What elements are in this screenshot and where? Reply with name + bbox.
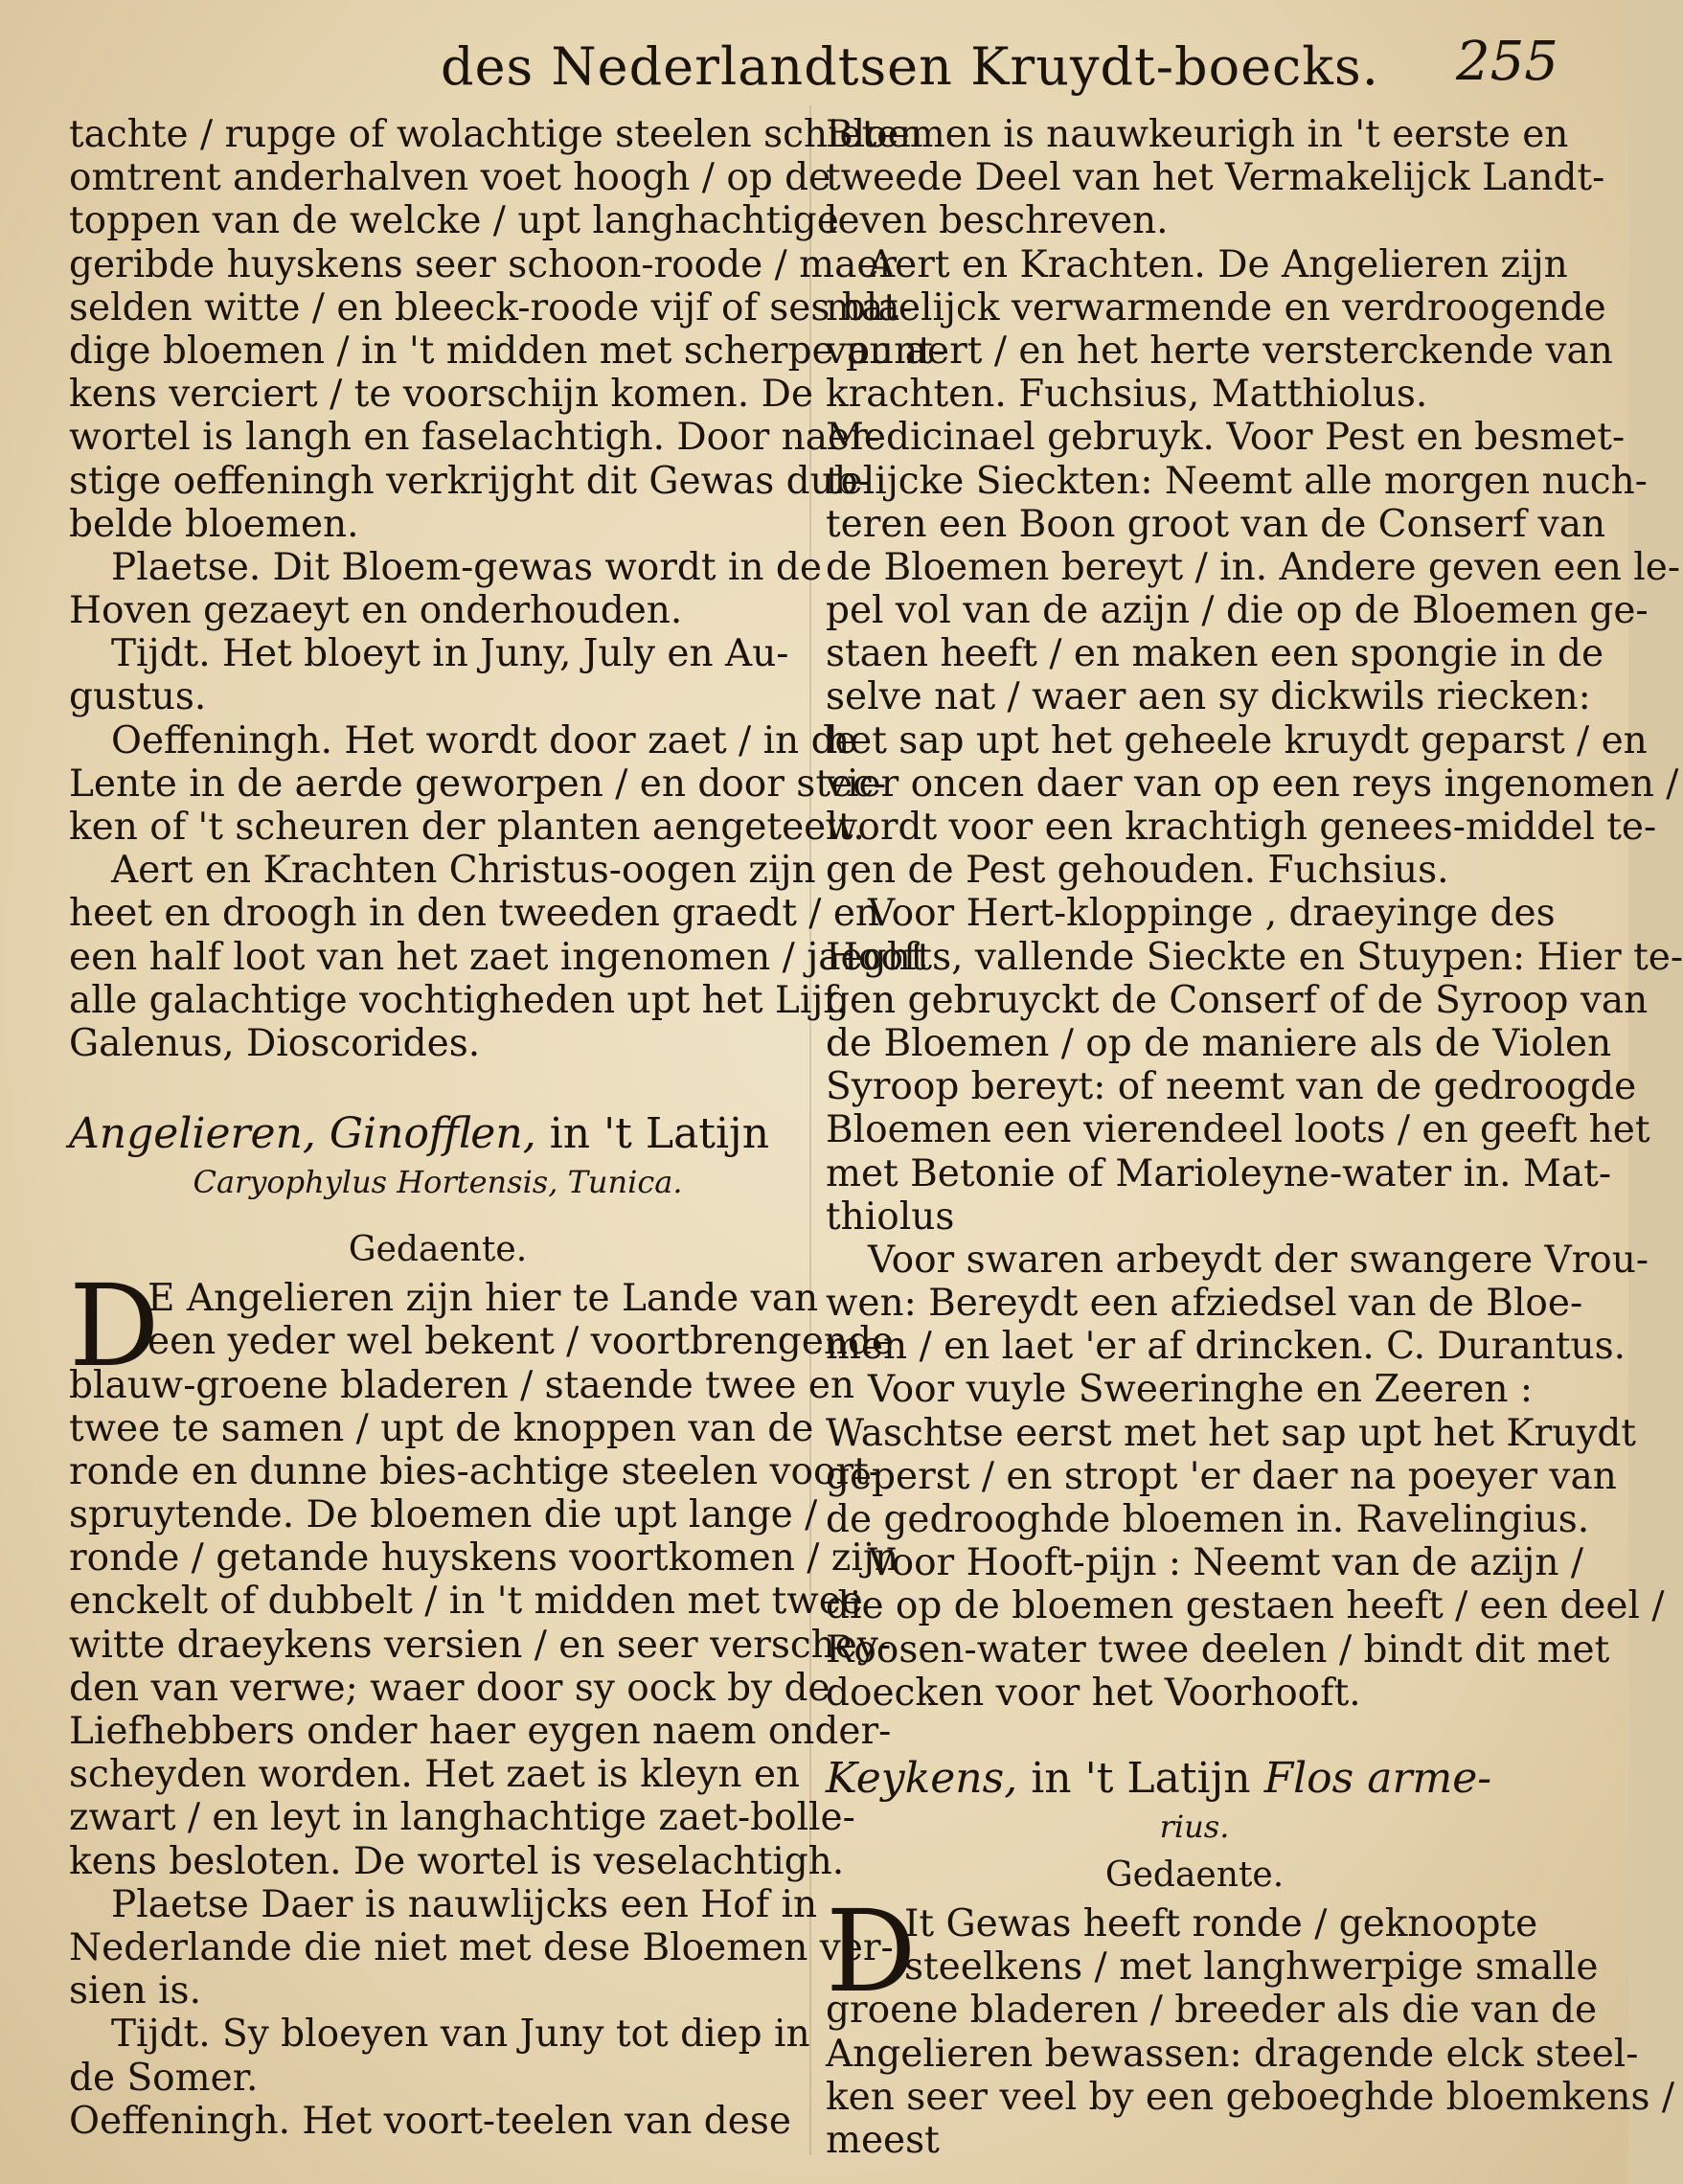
text-line: Nederlande die niet met dese Bloemen ver- [69, 1925, 894, 1969]
text-line: de gedrooghde bloemen in. Ravelingius. [826, 1498, 1590, 1541]
text-line: tachte / rupge of wolachtige steelen schieten [69, 113, 923, 156]
paragraph-sweeringhe [826, 1368, 1636, 1541]
text-line: zwart / en leyt in langhachtige zaet-bolle- [69, 1796, 855, 1840]
entry-title-angelieren [69, 1108, 807, 1160]
text-line: wordt voor een krachtigh genees-middel te- [826, 806, 1657, 849]
text-line: Bloemen is nauwkeurigh in 't eerste en [826, 113, 1569, 156]
text-line: Oeffeningh. Het voort-teelen van dese [69, 2099, 791, 2143]
drop-cap-letter: D [826, 1884, 917, 2017]
text-line: kens verciert / te voorschijn komen. De [69, 373, 813, 417]
paragraph-continuation [826, 113, 1605, 243]
text-line: witte draeykens versien / en seer verschey- [69, 1623, 892, 1667]
entry-title-name: Keykens, [826, 1753, 1018, 1803]
paragraph-medicinael-gebruyk [826, 416, 1681, 893]
running-title: des Nederlandtsen Kruydt-boecks. [441, 36, 1379, 97]
text-line: die op de bloemen gestaen heeft / een deel / [826, 1584, 1665, 1628]
text-line: alle galachtige vochtigheden upt het Lijf. [69, 978, 848, 1022]
text-line: een yeder wel bekent / voortbrengende [148, 1320, 895, 1364]
dropcap-lines [69, 1277, 895, 1364]
text-line: spruytende. De bloemen die upt lange / [69, 1493, 818, 1537]
right-column [826, 113, 1683, 2162]
text-line: telijcke Sieckten: Neemt alle morgen nuch- [826, 459, 1648, 503]
page-number: 255 [1456, 31, 1558, 93]
spacer [69, 1065, 807, 1108]
text-line: heet en droogh in den tweeden graedt / en [69, 892, 880, 936]
text-line: selden witte / en bleeck-roode vijf of ses bla- [69, 285, 913, 330]
text-line: Hoofts, vallende Sieckte en Stuypen: Hier te- [826, 935, 1683, 979]
drop-cap-letter: D [69, 1260, 160, 1393]
text-line: ken seer veel by een geboeghde bloemkens / [826, 2075, 1675, 2119]
text-line: teren een Boon groot van de Conserf van [826, 502, 1606, 546]
entry-title-latin: Flos arme- [1263, 1753, 1492, 1803]
text-line: het sap upt het geheele kruydt geparst / en [826, 718, 1648, 762]
text-line: pel vol van de azijn / die op de Bloemen ge- [826, 589, 1649, 633]
text-line: enckelt of dubbelt / in 't midden met twee [69, 1580, 863, 1624]
paragraph-gedaente-body [826, 1989, 1675, 2162]
text-line: de Somer. [69, 2056, 259, 2100]
page-header [0, 31, 1628, 113]
text-line: gen de Pest gehouden. Fuchsius. [826, 849, 1449, 893]
text-line: men / en laet 'er af drincken. C. Durantus. [826, 1325, 1626, 1369]
text-line: Tijdt. Sy bloeyen van Juny tot diep in [111, 2013, 810, 2057]
text-line: Voor Hert-kloppinge , draeyinge des [868, 892, 1556, 936]
text-line: groene bladeren / breeder als die van de [826, 1989, 1598, 2033]
text-line: wortel is langh en faselachtigh. Door naer- [69, 416, 880, 460]
entry-synonyms: Caryophylus Hortensis, Tunica. [193, 1164, 683, 1201]
section-heading-gedaente: Gedaente. [348, 1230, 528, 1270]
text-line: staen heeft / en maken een spongie in de [826, 632, 1604, 676]
text-line: de Bloemen / op de maniere als de Violen [826, 1021, 1612, 1065]
text-line: ken of 't scheuren der planten aengeteelt. [69, 806, 865, 849]
text-line: Angelieren bewassen: dragende elck steel- [826, 2032, 1639, 2076]
paragraph-hert-kloppinge [826, 892, 1683, 1239]
paragraphs-plaetse-tijdt [69, 1882, 894, 2143]
text-line: selve nat / waer aen sy dickwils riecken: [826, 675, 1591, 719]
text-line: met Betonie of Marioleyne-water in. Mat- [826, 1151, 1611, 1195]
text-line: een half loot van het zaet ingenomen / jaeght [69, 935, 926, 979]
paragraph-continuation [69, 113, 946, 546]
text-line: Voor vuyle Sweeringhe en Zeeren : [868, 1368, 1534, 1412]
text-line: Waschtse eerst met het sap upt het Kruydt [826, 1411, 1636, 1455]
text-line: doecken voor het Voorhooft. [826, 1671, 1361, 1715]
text-line: Aert en Krachten Christus-oogen zijn [111, 849, 816, 893]
spacer [826, 1715, 1563, 1753]
entry-title-mid: in 't Latijn [1031, 1753, 1251, 1803]
paragraph-gedaente-body [69, 1363, 899, 1883]
paragraph-swangere-vrouwen [826, 1238, 1649, 1369]
text-line: kens besloten. De wortel is veselachtigh. [69, 1839, 845, 1883]
entry-title-name: Angelieren, Ginofflen, [69, 1109, 536, 1159]
paragraphs-plaetse-to-krachten [69, 545, 926, 1065]
text-line: Voor swaren arbeydt der swangere Vrou- [868, 1238, 1649, 1282]
spacer [69, 1204, 807, 1223]
text-line: Syroop bereyt: of neemt van de gedroogde [826, 1065, 1637, 1109]
paragraph-aert-en-krachten [826, 242, 1613, 417]
text-line: twee te samen / upt de knoppen van de [69, 1406, 814, 1450]
paragraph-hooft-pijn [826, 1541, 1665, 1715]
text-line: gen gebruyckt de Conserf of de Syroop van [826, 978, 1649, 1022]
text-line: thiolus [826, 1194, 955, 1239]
text-line: Tijdt. Het bloeyt in Juny, July en Au- [111, 632, 789, 676]
text-line: Galenus, Dioscorides. [69, 1021, 481, 1065]
text-line: leven beschreven. [826, 199, 1169, 243]
text-line: Oeffeningh. Het wordt door zaet / in de [111, 718, 857, 762]
text-line: omtrent anderhalven voet hoogh / op de [69, 156, 831, 200]
text-line: krachten. Fuchsius, Matthiolus. [826, 373, 1428, 417]
text-line: Medicinael gebruyk. Voor Pest en besmet- [826, 416, 1626, 460]
text-line: van aert / en het herte versterckende van [826, 329, 1613, 373]
text-line: dige bloemen / in 't midden met scherpe punt- [69, 329, 946, 373]
text-line: Lente in de aerde geworpen / en door stec- [69, 762, 887, 806]
text-line: sien is. [69, 1969, 201, 2013]
text-line: blauw-groene bladeren / staende twee en [69, 1363, 855, 1407]
section-heading-gedaente: Gedaente. [1104, 1854, 1285, 1895]
text-line: steelkens / met langhwerpige smalle [904, 1945, 1599, 1990]
text-line: ronde en dunne bies-achtige steelen voort- [69, 1449, 881, 1493]
text-line: Liefhebbers onder haer eygen naem onder- [69, 1710, 892, 1753]
text-line: den van verwe; waer door sy oock by de [69, 1666, 830, 1710]
text-line: Roosen-water twee deelen / bindt dit met [826, 1627, 1610, 1672]
text-line: Hoven gezaeyt en onderhouden. [69, 589, 683, 633]
text-line: geperst / en stropt 'er daer na poeyer van [826, 1454, 1617, 1498]
text-line: scheyden worden. Het zaet is kleyn en [69, 1753, 801, 1797]
text-line: toppen van de welcke / upt langhachtige [69, 199, 839, 243]
dropcap-lines [826, 1901, 1599, 1990]
text-line: ronde / getande huyskens voortkomen / zijn [69, 1536, 899, 1581]
text-line: Plaetse. Dit Bloem-gewas wordt in de [111, 545, 822, 589]
text-line: geribde huyskens seer schoon-roode / maer [69, 242, 898, 286]
text-line: Bloemen een vierendeel loots / en geeft het [826, 1108, 1650, 1152]
text-line: de Bloemen bereyt / in. Andere geven een le- [826, 545, 1681, 589]
text-line: matelijck verwarmende en verdroogende [826, 285, 1606, 330]
text-line: wen: Bereydt een afziedsel van de Bloe- [826, 1282, 1583, 1326]
text-line: tweede Deel van het Vermakelijck Landt- [826, 156, 1605, 200]
text-line: It Gewas heeft ronde / geknoopte [904, 1901, 1538, 1945]
entry-title-continuation: rius. [1159, 1808, 1230, 1845]
text-line: meest [826, 2118, 940, 2162]
entry-title-tail: in 't Latijn [549, 1109, 770, 1159]
text-line: Aert en Krachten. De Angelieren zijn [868, 242, 1568, 286]
entry-title-keykens [826, 1753, 1563, 1805]
text-line: Voor Hooft-pijn : Neemt van de azijn / [868, 1541, 1584, 1585]
text-line: Plaetse Daer is nauwlijcks een Hof in [111, 1882, 818, 1926]
text-line: gustus. [69, 675, 207, 719]
text-line: belde bloemen. [69, 502, 359, 546]
text-line: E Angelieren zijn hier te Lande van [148, 1277, 819, 1321]
text-line: stige oeffeningh verkrijght dit Gewas dub- [69, 459, 871, 503]
text-line: vier oncen daer van op een reys ingenomen / [826, 762, 1679, 806]
